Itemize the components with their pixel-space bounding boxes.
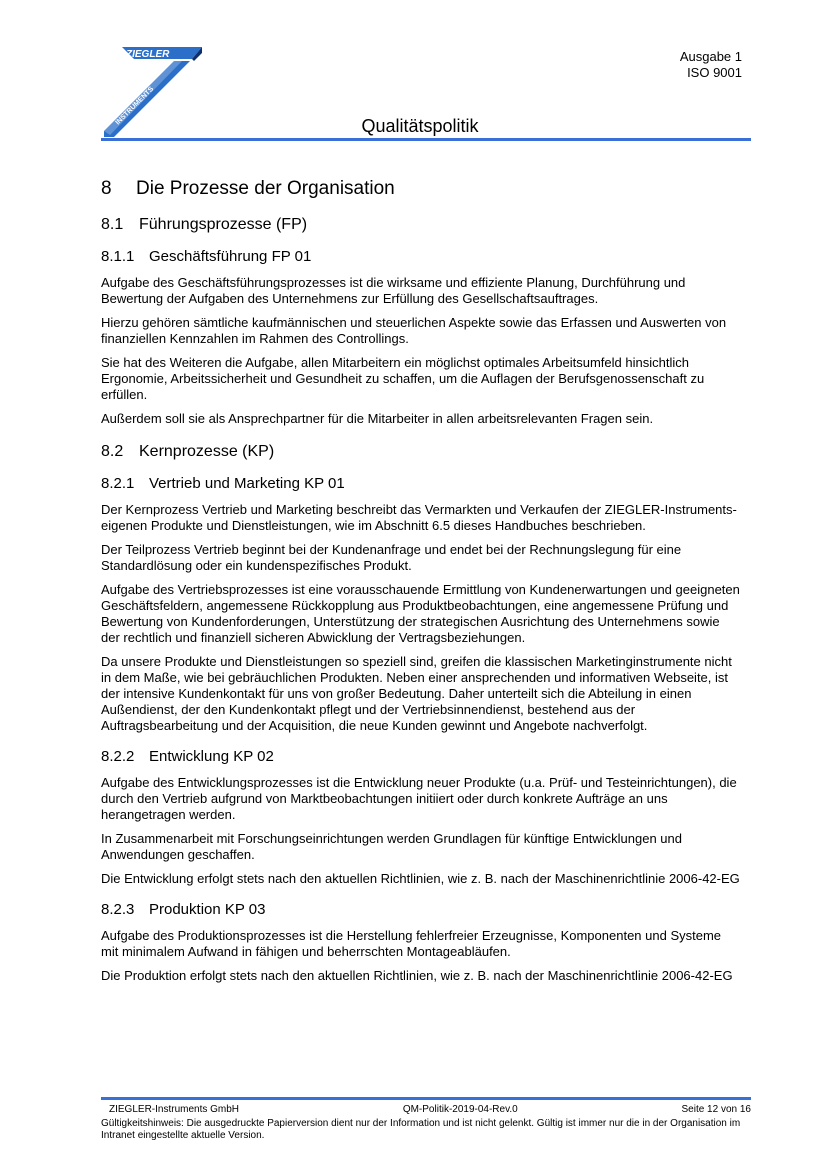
logo-text-top: ZIEGLER — [126, 49, 170, 60]
section-heading-8 — [101, 178, 741, 200]
section-heading-8-1 — [101, 216, 741, 234]
paragraph: Der Teilprozess Vertrieb beginnt bei der Kundenanfrage und endet bei der Rechnungslegung für eine Standardlösung oder ein kundenspezifisches Produkt. — [101, 542, 682, 573]
section-number: 8.2 — [101, 443, 124, 460]
standard-label: ISO 9001 — [687, 65, 742, 80]
paragraph: Die Entwicklung erfolgt stets nach den aktuellen Richtlinien, wie z. B. nach der Maschinenrichtlinie 2006-42-EG — [101, 871, 740, 886]
section-title: Geschäftsführung FP 01 — [149, 248, 312, 265]
footer-page-number: Seite 12 von 16 — [681, 1104, 751, 1115]
section-heading-8-2-3 — [101, 901, 741, 918]
paragraph: Außerdem soll sie als Ansprechpartner für die Mitarbeiter in allen arbeitsrelevanten Fragen sein. — [101, 411, 654, 426]
footer-validity-note: Gültigkeitshinweis: Die ausgedruckte Papierversion dient nur der Information und ist nicht gelenkt. Gültig ist immer nur die in der Organisation im Intranet eingestellte aktuelle Version. — [101, 1118, 741, 1141]
section-title: Entwicklung KP 02 — [149, 748, 274, 765]
section-title: Kernprozesse (KP) — [139, 443, 275, 460]
paragraph: Aufgabe des Produktionsprozesses ist die Herstellung fehlerfreier Erzeugnisse, Komponenten und Systeme mit minimalem Aufwand in fähigen und beherrschten Montageabläufen. — [101, 928, 722, 959]
logo-text-diagonal: INSTRUMENTS — [114, 85, 156, 127]
section-heading-8-2-1 — [101, 475, 741, 492]
section-title: Produktion KP 03 — [149, 901, 266, 918]
paragraph: In Zusammenarbeit mit Forschungseinrichtungen werden Grundlagen für künftige Entwicklungen und Anwendungen geschaffen. — [101, 831, 682, 862]
paragraph: Aufgabe des Geschäftsführungsprozesses ist die wirksame und effiziente Planung, Durchführung und Bewertung der Aufgaben des Unternehmens zur Erfüllung des Gesellschaftsauftrages. — [101, 275, 686, 306]
paragraph: Die Produktion erfolgt stets nach den aktuellen Richtlinien, wie z. B. nach der Maschinenrichtlinie 2006-42-EG — [101, 968, 733, 983]
paragraph: Hierzu gehören sämtliche kaufmännischen und steuerlichen Aspekte sowie das Erfassen und Auswerten von finanziellen Kennzahlen im Rahmen des Controllings. — [101, 315, 727, 346]
paragraph: Da unsere Produkte und Dienstleistungen so speziell sind, greifen die klassischen Marketinginstrumente nicht in dem Maße, wie bei gebräuchlichen Produkten. Neben einer ansprechenden und informativen Webseite, ist der intensive Kundenkontakt für uns von großer Bedeutung. Daher unterteilt sich die Abteilung in einen Außendienst, der den Kundenkontakt pflegt und der Vertriebsinnendienst, bestehend aus der Auftragsbearbeitung und der Acquisition, die neue Kunden gewinnt und Angebote nachverfolgt. — [101, 654, 732, 733]
header-divider — [101, 138, 751, 141]
section-number: 8.2.2 — [101, 748, 135, 765]
paragraph: Sie hat des Weiteren die Aufgabe, allen Mitarbeitern ein möglichst optimales Arbeitsumfeld hinsichtlich Ergonomie, Arbeitssicherheit und Gesundheit zu schaffen, um die Auflagen der Berufsgenossenschaft zu erfüllen. — [101, 355, 705, 402]
section-number: 8.2.3 — [101, 901, 135, 918]
header-meta — [680, 49, 742, 81]
footer-doc-id: QM-Politik-2019-04-Rev.0 — [402, 1104, 518, 1115]
paragraph: Aufgabe des Vertriebsprozesses ist eine vorausschauende Ermittlung von Kundenerwartungen und geeigneten Geschäftsfeldern, angemessene Rückkopplung aus Produktbeobachtungen, eine angemessene Prüfung und Bewertung von Kundenforderungen, Unterstützung der strategischen Ausrichtung des Unternehmens sowie der rechtlich und finanziell sicheren Abwicklung der Vertragsbeziehungen. — [101, 582, 740, 645]
section-title: Vertrieb und Marketing KP 01 — [149, 475, 345, 492]
edition-label: Ausgabe 1 — [679, 49, 742, 64]
document-body — [101, 178, 741, 992]
section-title: Führungsprozesse (FP) — [139, 216, 308, 233]
paragraph: Der Kernprozess Vertrieb und Marketing beschreibt das Vermarkten und Verkaufen der ZIEGLER-Instruments-eigenen Produkte und Dienstleistungen, wie im Abschnitt 6.5 dieses Handbuches beschrieben. — [101, 502, 737, 533]
section-number: 8.2.1 — [101, 475, 135, 492]
section-heading-8-2 — [101, 443, 741, 461]
section-number: 8 — [101, 178, 112, 199]
section-number: 8.1 — [101, 216, 124, 233]
section-heading-8-1-1 — [101, 248, 741, 265]
section-number: 8.1.1 — [101, 248, 135, 265]
footer-divider — [101, 1097, 751, 1100]
document-title — [0, 116, 828, 137]
footer-company: ZIEGLER-Instruments GmbH — [109, 1104, 240, 1115]
section-title: Die Prozesse der Organisation — [136, 178, 395, 199]
page-footer — [101, 1104, 751, 1142]
document-title-text: Qualitätspolitik — [361, 116, 479, 136]
section-heading-8-2-2 — [101, 748, 741, 765]
paragraph: Aufgabe des Entwicklungsprozesses ist die Entwicklung neuer Produkte (u.a. Prüf- und Testeinrichtungen), die durch den Vertrieb aufgrund von Marktbeobachtungen initiiert oder durch konkrete Aufträge an uns herangetragen werden. — [101, 775, 737, 822]
